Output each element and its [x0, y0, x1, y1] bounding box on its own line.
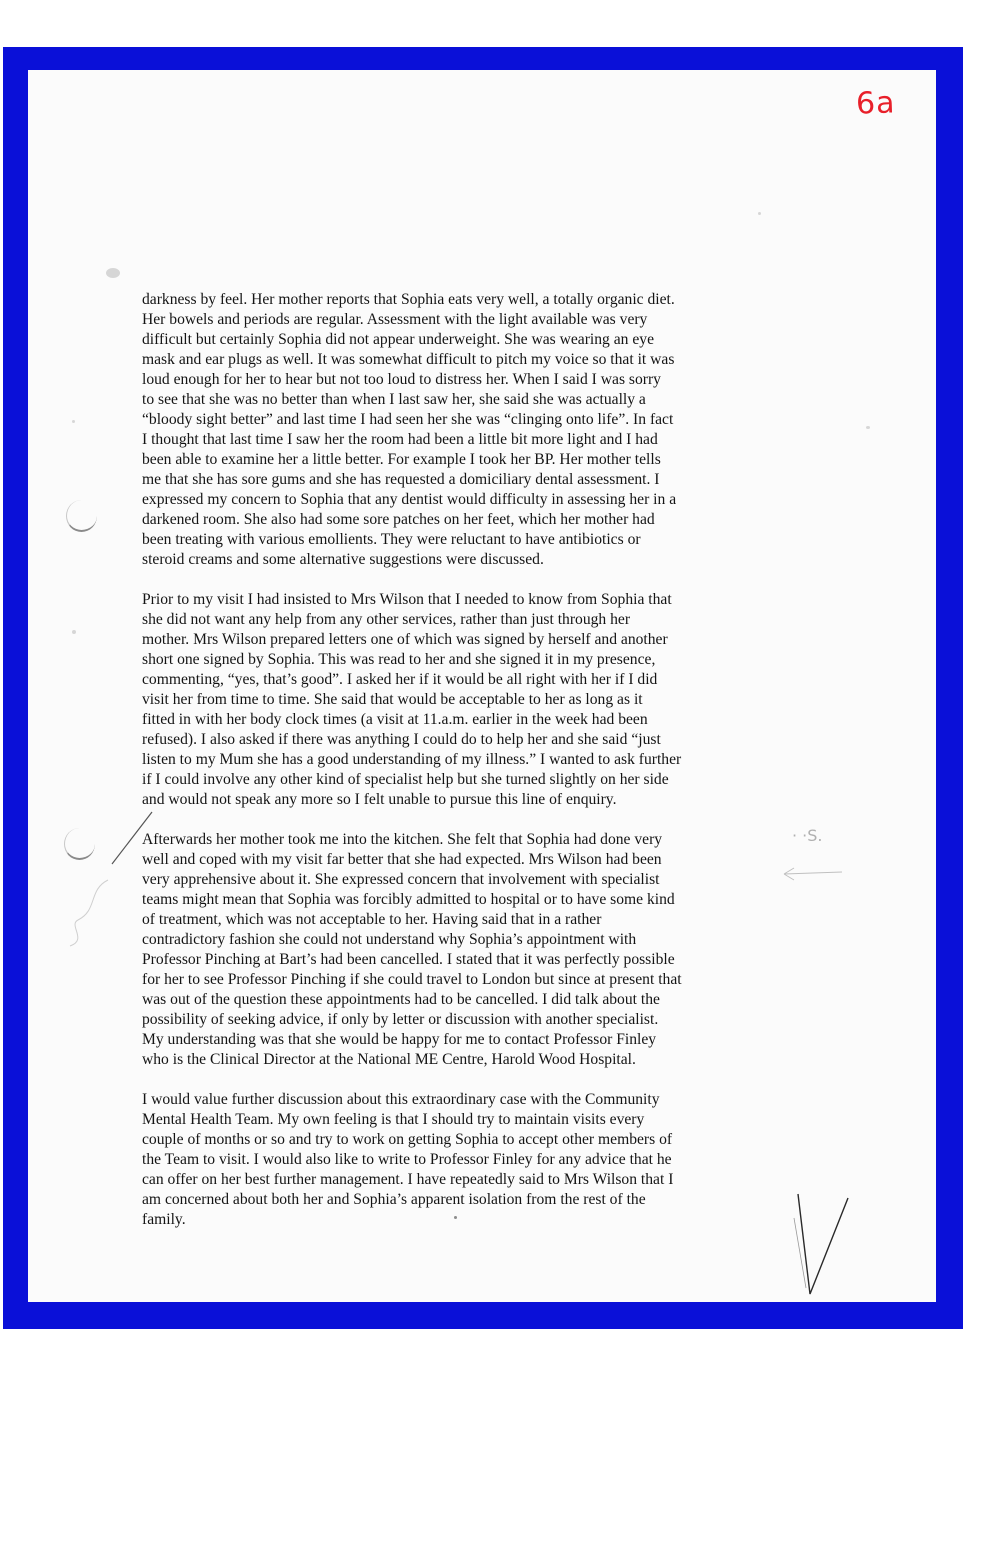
paragraph-mother-discussion: Afterwards her mother took me into the kitchen. She felt that Sophia had done very well and coped with my visit far better that she had expected. Mrs Wilson had been very apprehensive about it. She expressed concern that involvement with specialist teams might mean that Sophia was forcibly admitted to hospital or to have some kind of treatment, which was not acceptable to her. Having said that in a rather contradictory fashion she could not understand why Sophia’s appointment with Professor Pinching at Bart’s had been cancelled. I stated that it was perfectly possible for her to see Professor Pinching if she could travel to London but since at present that was out of the question these appointments had to be cancelled. I did talk about the possibility of seeking advice, if only by letter or discussion with another specialist. My understanding was that she would be happy for me to contact Professor Finley who is the Clinical Director at the National ME Centre, Harold Wood Hospital. — [142, 831, 682, 1068]
scan-speckle — [106, 268, 120, 278]
paragraph-examination: darkness by feel. Her mother reports that Sophia eats very well, a totally organic diet. Her bowels and periods are regular. Assessment with the light available was very difficult but certainly Sophia did not appear underweight. She was wearing an eye mask and ear plugs as well. It was somewhat difficult to pitch my voice so that it was loud enough for her to hear but not too loud to distress her. When I said I was sorry to see that she was no better than when I last saw her, she said she was actually a “bloody sight better” and last time I had seen her she was “clinging onto life”. In fact I thought that last time I saw her the room had been a little bit more light and I had been able to examine her a little better. For example I took her BP. Her mother tells me that she has sore gums and she has requested a domiciliary dental assessment. I expressed my concern to Sophia that any dentist would difficulty in assessing her in a darkened room. She also had some sore patches on her feet, which her mother had been treating with various emollients. They were reluctant to have antibiotics or steroid creams and some alternative suggestions were discussed. — [142, 291, 677, 568]
punch-hole-mark — [64, 828, 95, 860]
page-number-annotation: 6a — [855, 85, 897, 122]
paragraph-plan: I would value further discussion about this extraordinary case with the Community Mental Health Team. My own feeling is that I should try to maintain visits every couple of months or so and try to work on getting Sophia to accept other members of the Team to visit. I would also like to write to Professor Finley for any advice that he can offer on her best further management. I have repeatedly said to Mrs Wilson that I am concerned about both her and Sophia’s apparent isolation from the rest of the family. — [142, 1091, 674, 1228]
margin-arrow-mark — [776, 864, 846, 884]
scan-speckle — [72, 630, 76, 634]
scan-speckle — [866, 426, 870, 429]
punch-hole-mark — [66, 500, 97, 532]
paragraph-consent: Prior to my visit I had insisted to Mrs Wilson that I needed to know from Sophia that she did not want any help from any other services, rather than just through her mother. Mrs Wilson prepared letters one of which was signed by herself and another short one signed by Sophia. This was read to her and she signed it in my presence, commenting, “yes, that’s good”. I asked her if it would be all right with her if I did visit her from time to time. She said that would be acceptable to her as long as it fitted in with her body clock times (a visit at 11.a.m. earlier in the week had been refused). I also asked if there was anything I could do to help her and she said “just listen to my Mum she has a good understanding of my illness.” I wanted to ask further if I could involve any other kind of specialist help but she turned slightly on her side and would not speak any more so I felt unable to pursue this line of enquiry. — [142, 591, 682, 808]
letter-body — [142, 290, 757, 1250]
scanned-letter-page — [28, 70, 936, 1302]
scan-speckle — [758, 212, 761, 215]
margin-initials-mark: · ·S. — [792, 826, 823, 845]
handwritten-tick-mark — [788, 1188, 858, 1298]
scan-speckle — [72, 420, 75, 423]
handwritten-scribble-mark — [58, 870, 118, 950]
